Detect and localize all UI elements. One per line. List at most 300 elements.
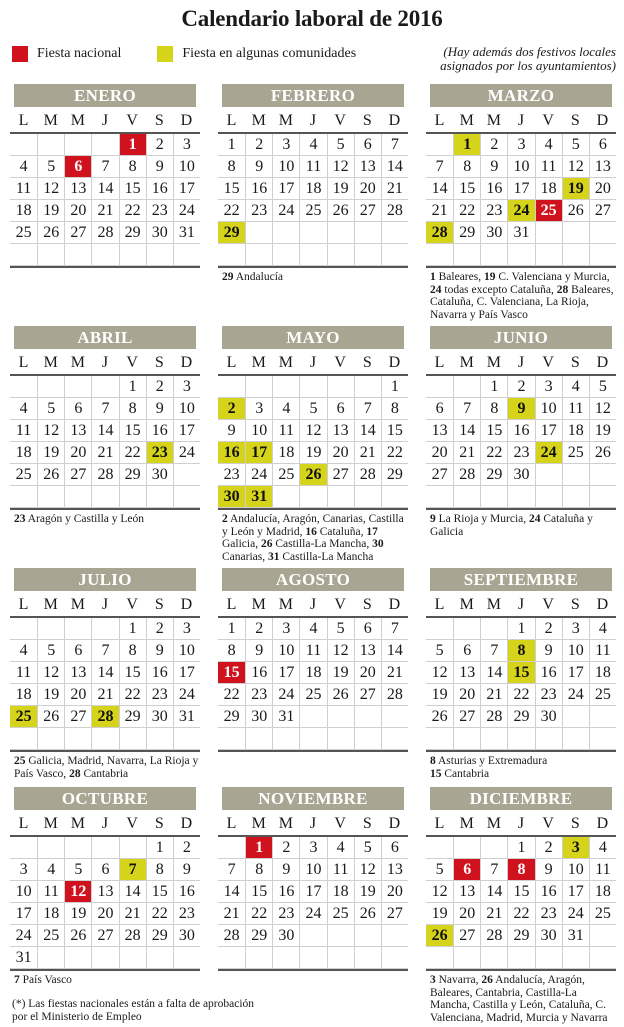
empty-cell — [37, 728, 64, 750]
day-cell: 9 — [480, 156, 507, 178]
day-cell: 4 — [37, 859, 64, 881]
empty-cell — [354, 244, 381, 266]
day-cell: 31 — [173, 706, 200, 728]
day-cell: 3 — [10, 859, 37, 881]
day-cell: 6 — [91, 859, 118, 881]
weekday-label: S — [570, 354, 580, 371]
footnote — [12, 998, 254, 1024]
day-cell: 19 — [64, 903, 91, 925]
day-cell: 11 — [272, 420, 299, 442]
day-cell: 23 — [272, 903, 299, 925]
empty-cell — [327, 706, 354, 728]
day-grid — [426, 618, 616, 752]
day-cell: 5 — [426, 859, 453, 881]
empty-cell — [507, 486, 534, 508]
day-cell: 17 — [173, 420, 200, 442]
day-cell: 6 — [354, 618, 381, 640]
day-cell: 9 — [535, 859, 562, 881]
day-cell: 17 — [562, 881, 589, 903]
empty-cell — [354, 486, 381, 508]
day-cell: 4 — [535, 134, 562, 156]
day-cell: 29 — [480, 464, 507, 486]
day-cell: 1 — [480, 376, 507, 398]
day-cell: 30 — [535, 706, 562, 728]
day-cell-regional-holiday: 31 — [245, 486, 272, 508]
day-cell: 8 — [119, 398, 146, 420]
empty-cell — [37, 618, 64, 640]
day-cell: 9 — [245, 640, 272, 662]
empty-cell — [562, 728, 589, 750]
note-text: Cataluña, — [316, 525, 367, 538]
day-cell: 20 — [381, 881, 408, 903]
empty-cell — [535, 222, 562, 244]
weekday-label: D — [596, 815, 609, 832]
day-cell: 15 — [146, 881, 173, 903]
day-cell: 17 — [272, 178, 299, 200]
empty-cell — [64, 618, 91, 640]
day-cell: 6 — [327, 398, 354, 420]
day-cell: 12 — [426, 662, 453, 684]
empty-cell — [173, 464, 200, 486]
day-cell: 2 — [146, 618, 173, 640]
empty-cell — [91, 486, 118, 508]
weekday-label: V — [126, 815, 138, 832]
day-cell-national-holiday: 8 — [507, 859, 534, 881]
weekday-label: L — [18, 112, 29, 129]
day-grid — [10, 134, 200, 268]
empty-cell — [535, 486, 562, 508]
weekday-label: D — [388, 354, 401, 371]
day-cell: 27 — [64, 464, 91, 486]
day-cell: 6 — [453, 640, 480, 662]
day-cell: 17 — [562, 662, 589, 684]
empty-cell — [37, 947, 64, 969]
empty-cell — [218, 376, 245, 398]
day-cell: 23 — [146, 684, 173, 706]
note-text: Castilla-La Mancha, — [272, 538, 373, 550]
day-cell: 11 — [37, 881, 64, 903]
day-cell: 29 — [218, 706, 245, 728]
day-cell: 27 — [426, 464, 453, 486]
empty-cell — [91, 618, 118, 640]
month-notes — [218, 271, 408, 284]
empty-cell — [173, 244, 200, 266]
weekday-label: M — [70, 596, 85, 613]
empty-cell — [272, 222, 299, 244]
weekday-label: S — [362, 815, 372, 832]
month-notes — [426, 974, 616, 1024]
day-cell: 30 — [245, 706, 272, 728]
empty-cell — [327, 728, 354, 750]
month-header: ABRIL — [14, 326, 196, 349]
empty-cell — [327, 376, 354, 398]
day-cell: 26 — [64, 925, 91, 947]
empty-cell — [37, 244, 64, 266]
day-cell: 9 — [146, 640, 173, 662]
day-grid — [218, 618, 408, 752]
note-day: 29 — [222, 271, 234, 283]
day-cell: 12 — [327, 156, 354, 178]
day-cell: 3 — [562, 618, 589, 640]
day-cell: 18 — [10, 442, 37, 464]
weekday-label: J — [517, 596, 525, 613]
day-cell: 26 — [589, 442, 616, 464]
local-holidays-note — [440, 45, 616, 73]
day-cell: 2 — [146, 134, 173, 156]
day-cell: 28 — [91, 222, 118, 244]
empty-cell — [426, 728, 453, 750]
day-cell: 3 — [173, 618, 200, 640]
day-cell: 9 — [272, 859, 299, 881]
day-cell-regional-holiday: 8 — [507, 640, 534, 662]
day-cell: 8 — [146, 859, 173, 881]
empty-cell — [173, 728, 200, 750]
regional-swatch-icon — [157, 46, 173, 62]
note-text: Galicia, Madrid, Navarra, La Rioja y País Vasco, — [14, 755, 199, 780]
weekday-label: M — [278, 354, 293, 371]
weekday-label: J — [309, 112, 317, 129]
day-cell: 18 — [327, 881, 354, 903]
day-cell: 24 — [272, 684, 299, 706]
day-cell: 8 — [119, 156, 146, 178]
day-grid — [426, 376, 616, 510]
day-cell: 9 — [245, 156, 272, 178]
day-cell: 16 — [535, 881, 562, 903]
weekday-label: M — [278, 815, 293, 832]
day-cell: 23 — [535, 684, 562, 706]
day-cell: 19 — [327, 178, 354, 200]
day-cell: 14 — [354, 420, 381, 442]
weekday-label: L — [18, 815, 29, 832]
day-cell: 19 — [589, 420, 616, 442]
day-grid — [218, 376, 408, 510]
weekday-label: V — [542, 112, 554, 129]
note-text: Canarias, — [222, 550, 268, 563]
empty-cell — [64, 134, 91, 156]
day-cell: 13 — [64, 662, 91, 684]
day-cell: 22 — [119, 442, 146, 464]
day-cell: 15 — [218, 178, 245, 200]
day-cell: 12 — [327, 640, 354, 662]
day-cell: 11 — [10, 178, 37, 200]
day-cell: 1 — [218, 134, 245, 156]
weekday-label: L — [434, 112, 445, 129]
day-cell: 26 — [354, 903, 381, 925]
day-cell: 11 — [562, 398, 589, 420]
day-cell: 24 — [562, 684, 589, 706]
day-cell: 8 — [245, 859, 272, 881]
weekday-label: S — [362, 596, 372, 613]
empty-cell — [245, 222, 272, 244]
day-cell: 3 — [272, 134, 299, 156]
weekday-label: M — [278, 596, 293, 613]
empty-cell — [91, 244, 118, 266]
day-cell: 11 — [299, 156, 326, 178]
empty-cell — [146, 947, 173, 969]
day-cell: 4 — [10, 640, 37, 662]
month-header: DICIEMBRE — [430, 787, 612, 810]
empty-cell — [327, 486, 354, 508]
day-cell: 21 — [218, 903, 245, 925]
empty-cell — [535, 464, 562, 486]
weekday-label: L — [226, 354, 237, 371]
day-cell: 30 — [480, 222, 507, 244]
empty-cell — [381, 706, 408, 728]
weekday-row — [10, 349, 200, 376]
note-day: 24 — [430, 283, 442, 296]
day-cell: 12 — [37, 178, 64, 200]
day-cell: 11 — [535, 156, 562, 178]
note-day: 30 — [372, 538, 384, 550]
day-cell: 16 — [535, 662, 562, 684]
day-cell-regional-holiday: 26 — [426, 925, 453, 947]
day-cell: 15 — [245, 881, 272, 903]
note-day: 8 — [430, 755, 436, 767]
day-cell: 13 — [64, 178, 91, 200]
weekday-label: S — [154, 596, 164, 613]
legend-regional — [157, 46, 356, 62]
weekday-label: V — [126, 112, 138, 129]
day-cell: 11 — [10, 662, 37, 684]
day-cell: 7 — [480, 640, 507, 662]
note-day: 19 — [483, 271, 496, 283]
weekday-label: J — [101, 112, 109, 129]
month-header: MARZO — [430, 84, 612, 107]
day-cell: 24 — [173, 442, 200, 464]
empty-cell — [91, 728, 118, 750]
day-cell: 14 — [91, 420, 118, 442]
empty-cell — [327, 222, 354, 244]
day-cell: 28 — [354, 464, 381, 486]
note-day: 25 — [14, 755, 26, 767]
legend — [12, 44, 380, 64]
empty-cell — [453, 486, 480, 508]
day-cell: 27 — [354, 684, 381, 706]
empty-cell — [146, 244, 173, 266]
note-day: 7 — [14, 974, 20, 986]
month-febrero — [218, 84, 408, 284]
month-notes — [218, 513, 408, 563]
day-grid — [426, 837, 616, 971]
day-cell: 27 — [453, 706, 480, 728]
empty-cell — [354, 706, 381, 728]
weekday-label: L — [226, 596, 237, 613]
weekday-row — [426, 107, 616, 134]
day-cell: 10 — [272, 156, 299, 178]
note-day: 24 — [529, 513, 541, 525]
day-cell-national-holiday: 6 — [64, 156, 91, 178]
weekday-label: J — [517, 354, 525, 371]
note-text: Galicia, — [222, 538, 261, 550]
day-cell: 14 — [480, 662, 507, 684]
empty-cell — [535, 728, 562, 750]
day-cell: 19 — [327, 662, 354, 684]
day-cell: 14 — [381, 156, 408, 178]
day-cell: 28 — [381, 200, 408, 222]
day-cell: 5 — [327, 134, 354, 156]
day-cell: 10 — [245, 420, 272, 442]
day-cell: 8 — [119, 640, 146, 662]
note-text: Cantabria — [80, 767, 129, 780]
day-cell: 13 — [64, 420, 91, 442]
weekday-label: L — [226, 815, 237, 832]
day-cell: 29 — [245, 925, 272, 947]
day-cell: 28 — [453, 464, 480, 486]
day-cell: 11 — [10, 420, 37, 442]
weekday-label: D — [596, 112, 609, 129]
empty-cell — [480, 728, 507, 750]
day-cell: 11 — [589, 859, 616, 881]
day-cell: 11 — [327, 859, 354, 881]
note-text: Andalucía — [233, 271, 283, 283]
empty-cell — [426, 837, 453, 859]
day-cell: 6 — [589, 134, 616, 156]
empty-cell — [10, 837, 37, 859]
empty-cell — [299, 925, 326, 947]
day-cell: 13 — [426, 420, 453, 442]
day-cell: 1 — [381, 376, 408, 398]
day-cell-regional-holiday: 24 — [507, 200, 534, 222]
day-cell: 15 — [507, 881, 534, 903]
note-day: 28 — [69, 767, 81, 780]
day-cell: 9 — [173, 859, 200, 881]
weekday-label: M — [459, 112, 474, 129]
day-cell: 6 — [354, 134, 381, 156]
day-cell: 7 — [381, 134, 408, 156]
weekday-label: J — [517, 815, 525, 832]
month-octubre — [10, 787, 200, 987]
day-cell: 7 — [91, 398, 118, 420]
empty-cell — [91, 134, 118, 156]
day-cell: 5 — [562, 134, 589, 156]
day-cell: 17 — [299, 881, 326, 903]
empty-cell — [10, 486, 37, 508]
month-notes — [10, 974, 200, 987]
day-cell: 27 — [91, 925, 118, 947]
empty-cell — [562, 244, 589, 266]
empty-cell — [453, 618, 480, 640]
empty-cell — [218, 244, 245, 266]
month-diciembre — [426, 787, 616, 1024]
day-cell: 22 — [218, 200, 245, 222]
month-header: MAYO — [222, 326, 404, 349]
day-cell: 14 — [91, 178, 118, 200]
day-cell: 25 — [10, 222, 37, 244]
empty-cell — [426, 618, 453, 640]
empty-cell — [381, 728, 408, 750]
weekday-label: D — [388, 815, 401, 832]
empty-cell — [299, 244, 326, 266]
weekday-label: L — [18, 354, 29, 371]
empty-cell — [535, 244, 562, 266]
note-text: Asturias y Extremadura — [435, 755, 548, 767]
month-notes — [426, 755, 616, 780]
weekday-label: J — [309, 596, 317, 613]
day-cell: 26 — [37, 706, 64, 728]
day-cell: 19 — [354, 881, 381, 903]
day-cell: 16 — [146, 662, 173, 684]
day-cell: 26 — [426, 706, 453, 728]
day-cell-regional-holiday: 2 — [218, 398, 245, 420]
empty-cell — [589, 947, 616, 969]
weekday-row — [426, 349, 616, 376]
day-cell: 30 — [146, 222, 173, 244]
day-cell: 21 — [91, 200, 118, 222]
day-cell: 30 — [173, 925, 200, 947]
note-text: Aragón y Castilla y León — [25, 513, 144, 525]
day-cell: 17 — [10, 903, 37, 925]
empty-cell — [589, 486, 616, 508]
day-cell: 24 — [562, 903, 589, 925]
day-cell: 1 — [146, 837, 173, 859]
weekday-label: M — [251, 596, 266, 613]
day-cell: 4 — [327, 837, 354, 859]
weekday-label: L — [434, 815, 445, 832]
empty-cell — [381, 244, 408, 266]
day-cell: 29 — [381, 464, 408, 486]
weekday-label: M — [70, 112, 85, 129]
day-cell: 8 — [480, 398, 507, 420]
weekday-label: V — [542, 354, 554, 371]
day-cell: 12 — [37, 662, 64, 684]
empty-cell — [453, 837, 480, 859]
month-header: AGOSTO — [222, 568, 404, 591]
day-cell: 21 — [480, 903, 507, 925]
weekday-label: V — [334, 112, 346, 129]
day-cell: 1 — [119, 376, 146, 398]
month-junio — [426, 326, 616, 538]
day-cell: 4 — [10, 156, 37, 178]
day-cell: 9 — [146, 398, 173, 420]
weekday-label: V — [542, 815, 554, 832]
day-cell: 14 — [381, 640, 408, 662]
weekday-label: L — [434, 354, 445, 371]
empty-cell — [272, 376, 299, 398]
page-title: Calendario laboral de 2016 — [181, 6, 443, 31]
day-cell: 20 — [64, 684, 91, 706]
weekday-label: J — [517, 112, 525, 129]
note-day: 1 — [430, 271, 436, 283]
day-cell: 10 — [173, 156, 200, 178]
empty-cell — [37, 837, 64, 859]
empty-cell — [562, 947, 589, 969]
day-cell: 27 — [64, 706, 91, 728]
empty-cell — [562, 222, 589, 244]
day-cell: 13 — [354, 156, 381, 178]
day-cell: 31 — [10, 947, 37, 969]
month-mayo — [218, 326, 408, 563]
day-cell: 21 — [453, 442, 480, 464]
day-cell: 7 — [453, 398, 480, 420]
day-cell: 21 — [480, 684, 507, 706]
day-cell: 3 — [272, 618, 299, 640]
month-header: JULIO — [14, 568, 196, 591]
weekday-row — [10, 107, 200, 134]
weekday-row — [10, 591, 200, 618]
day-cell: 3 — [535, 376, 562, 398]
day-cell: 25 — [327, 903, 354, 925]
month-notes — [426, 513, 616, 538]
day-cell: 10 — [562, 859, 589, 881]
empty-cell — [426, 486, 453, 508]
day-cell: 18 — [272, 442, 299, 464]
empty-cell — [535, 947, 562, 969]
note-text: Baleares, Cataluña, C. Valenciana, La Rioja, Navarra y País Vasco — [430, 283, 614, 321]
weekday-label: M — [251, 815, 266, 832]
day-cell: 25 — [37, 925, 64, 947]
day-cell: 27 — [453, 925, 480, 947]
empty-cell — [10, 618, 37, 640]
